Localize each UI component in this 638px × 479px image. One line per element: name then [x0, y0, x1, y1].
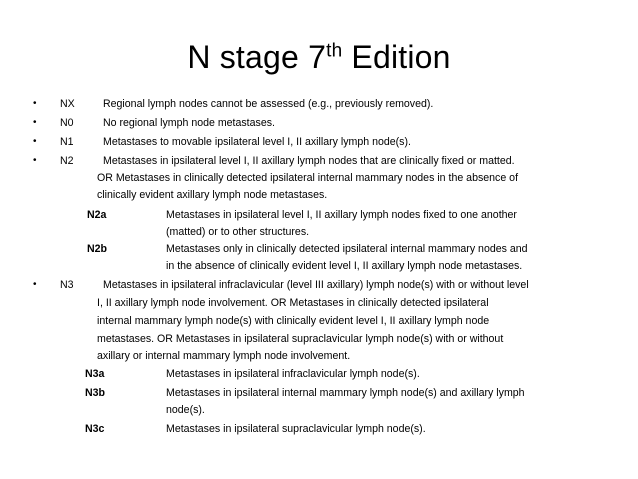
substage-code-n3a: N3a: [85, 368, 105, 380]
stage-desc-n2-cont: OR Metastases in clinically detected ipsilateral internal mammary nodes in the absence of: [97, 172, 519, 184]
stage-desc-n1: Metastases to movable ipsilateral level I, II axillary lymph node(s).: [103, 136, 411, 148]
title-rest: Edition: [342, 39, 451, 75]
substage-desc-n3b: node(s).: [166, 404, 205, 416]
substage-code-n2a: N2a: [87, 209, 107, 221]
stage-code-n0: N0: [60, 117, 74, 129]
stage-code-n2: N2: [60, 155, 74, 167]
stage-desc-n3-cont: metastases. OR Metastases in ipsilateral supraclavicular lymph node(s) with or without: [97, 333, 504, 345]
substage-desc-n2a: (matted) or to other structures.: [166, 226, 310, 238]
stage-code-n3: N3: [60, 279, 74, 291]
substage-code-n2b: N2b: [87, 243, 108, 255]
substage-desc-n3c: Metastases in ipsilateral supraclavicular lymph node(s).: [166, 423, 426, 435]
stage-code-n1: N1: [60, 136, 74, 148]
bullet-icon: •: [33, 155, 37, 166]
substage-desc-n2b: in the absence of clinically evident level I, II axillary lymph node metastases.: [166, 260, 523, 272]
stage-desc-n0: No regional lymph node metastases.: [103, 117, 275, 129]
stage-desc-n3-cont: axillary or internal mammary lymph node involvement.: [97, 350, 351, 362]
stage-desc-nx: Regional lymph nodes cannot be assessed (e.g., previously removed).: [103, 98, 434, 110]
stage-desc-n2-cont: clinically evident axillary lymph node metastases.: [97, 189, 328, 201]
stage-desc-n3: Metastases in ipsilateral infraclavicular (level III axillary) lymph node(s) with or without level: [103, 279, 529, 291]
slide-title: [0, 38, 638, 76]
stage-desc-n3-cont: I, II axillary lymph node involvement. OR Metastases in clinically detected ipsilateral: [97, 297, 489, 309]
bullet-icon: •: [33, 117, 37, 128]
bullet-icon: •: [33, 98, 37, 109]
substage-desc-n2b: Metastases only in clinically detected ipsilateral internal mammary nodes and: [166, 243, 528, 255]
stage-code-nx: NX: [60, 98, 75, 110]
stage-desc-n3-cont: internal mammary lymph node(s) with clinically evident level I, II axillary lymph node: [97, 315, 490, 327]
substage-code-n3c: N3c: [85, 423, 105, 435]
substage-code-n3b: N3b: [85, 387, 106, 399]
bullet-icon: •: [33, 279, 37, 290]
substage-desc-n3b: Metastases in ipsilateral internal mammary lymph node(s) and axillary lymph: [166, 387, 525, 399]
title-superscript: th: [326, 40, 343, 62]
title-main: N stage 7: [187, 39, 327, 75]
substage-desc-n3a: Metastases in ipsilateral infraclavicular lymph node(s).: [166, 368, 420, 380]
stage-desc-n2: Metastases in ipsilateral level I, II axillary lymph nodes that are clinically fixed or matted.: [103, 155, 515, 167]
bullet-icon: •: [33, 136, 37, 147]
substage-desc-n2a: Metastases in ipsilateral level I, II axillary lymph nodes fixed to one another: [166, 209, 517, 221]
